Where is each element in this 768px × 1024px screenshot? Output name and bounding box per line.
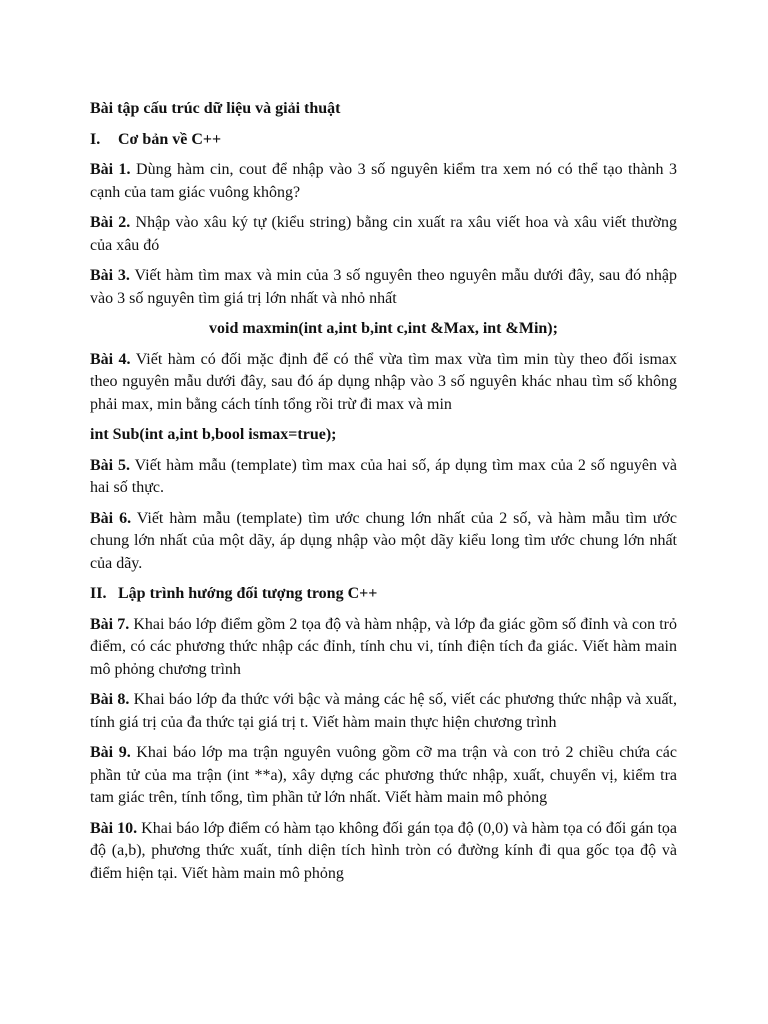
exercise-text: Nhập vào xâu ký tự (kiểu string) bằng cin xuất ra xâu viết hoa và xâu viết thường của xâu đó xyxy=(90,214,678,254)
section-heading-basics xyxy=(90,129,677,152)
exercise-label: Bài 2. xyxy=(90,214,131,231)
function-prototype-maxmin: void maxmin(int a,int b,int c,int &Max, int &Min); xyxy=(209,320,558,337)
exercise-text: Viết hàm tìm max và min của 3 số nguyên theo nguyên mẫu dưới đây, sau đó nhập vào 3 số nguyên tìm giá trị lớn nhất và nhỏ nhất xyxy=(90,267,678,307)
exercise-9 xyxy=(90,742,677,810)
exercise-label: Bài 10. xyxy=(90,819,138,837)
exercise-8 xyxy=(90,689,677,734)
exercise-label: Bài 5. xyxy=(90,456,131,474)
section-number: I. xyxy=(90,130,101,148)
exercise-2 xyxy=(90,212,677,257)
exercise-1 xyxy=(90,159,677,204)
section-title: Lập trình hướng đối tượng trong C++ xyxy=(118,585,378,602)
exercise-label: Bài 7. xyxy=(90,615,130,633)
exercise-text: Khai báo lớp ma trận nguyên vuông gồm cỡ ma trận và con trỏ 2 chiều chứa các phần tử của ma trận (int **a), xây dựng các phương thức nhập, xuất, chuyển vị, kiểm tra tam giác trên, tính tổng, tìm phần tử lớn nhất. Viết hàm main mô phỏng xyxy=(90,744,678,806)
exercise-3 xyxy=(90,265,677,310)
exercise-label: Bài 6. xyxy=(90,509,132,527)
exercise-text: Khai báo lớp đa thức với bậc và mảng các hệ số, viết các phương thức nhập và xuất, tính giá trị của đa thức tại giá trị t. Viết hàm main thực hiện chương trình xyxy=(90,691,678,731)
section-number: II. xyxy=(90,585,107,602)
exercise-text: Khai báo lớp điểm có hàm tạo không đối gán tọa độ (0,0) và hàm tọa có đối gán tọa độ (a,b), phương thức xuất, tính diện tích hình tròn có đường kính đi qua gốc tọa độ và điểm hiện tại. Viết hàm main mô phỏng xyxy=(90,819,678,882)
exercise-text: Viết hàm có đối mặc định để có thể vừa tìm max vừa tìm min tùy theo đối ismax theo nguyên mẫu dưới đây, sau đó áp dụng nhập vào 3 số nguyên khác nhau tìm số không phải max, min bằng cách tính tổng rồi trừ đi max và min xyxy=(90,350,678,413)
exercise-text: Viết hàm mẫu (template) tìm max của hai số, áp dụng tìm max của 2 số nguyên và hai số thực. xyxy=(90,456,677,496)
exercise-label: Bài 9. xyxy=(90,744,131,761)
exercise-text: Dùng hàm cin, cout để nhập vào 3 số nguyên kiểm tra xem nó có thể tạo thành 3 cạnh của tam giác vuông không? xyxy=(90,161,678,201)
section-heading-oop xyxy=(90,583,677,606)
exercise-text: Khai báo lớp điểm gồm 2 tọa độ và hàm nhập, và lớp đa giác gồm số đỉnh và con trỏ điểm, có các phương thức nhập các đỉnh, tính chu vi, tính điện tích đa giác. Viết hàm main mô phỏng chương trình xyxy=(90,615,677,678)
exercise-label: Bài 4. xyxy=(90,350,131,368)
exercise-6 xyxy=(90,508,677,576)
exercise-label: Bài 3. xyxy=(90,267,130,284)
exercise-10 xyxy=(90,818,677,886)
section-title: Cơ bản về C++ xyxy=(118,130,222,148)
exercise-label: Bài 8. xyxy=(90,691,130,708)
exercise-5 xyxy=(90,455,677,500)
exercise-7 xyxy=(90,614,677,682)
document-title: Bài tập cấu trúc dữ liệu và giải thuật xyxy=(90,100,341,117)
exercise-label: Bài 1. xyxy=(90,161,131,178)
exercise-4 xyxy=(90,349,677,417)
document-page xyxy=(90,98,677,893)
function-prototype-sub: int Sub(int a,int b,bool ismax=true); xyxy=(90,426,337,443)
exercise-text: Viết hàm mẫu (template) tìm ước chung lớn nhất của 2 số, và hàm mẫu tìm ước chung lớn nhất của một dãy, áp dụng nhập vào một dãy kiểu long tìm ước chung lớn nhất của dãy. xyxy=(90,509,677,572)
